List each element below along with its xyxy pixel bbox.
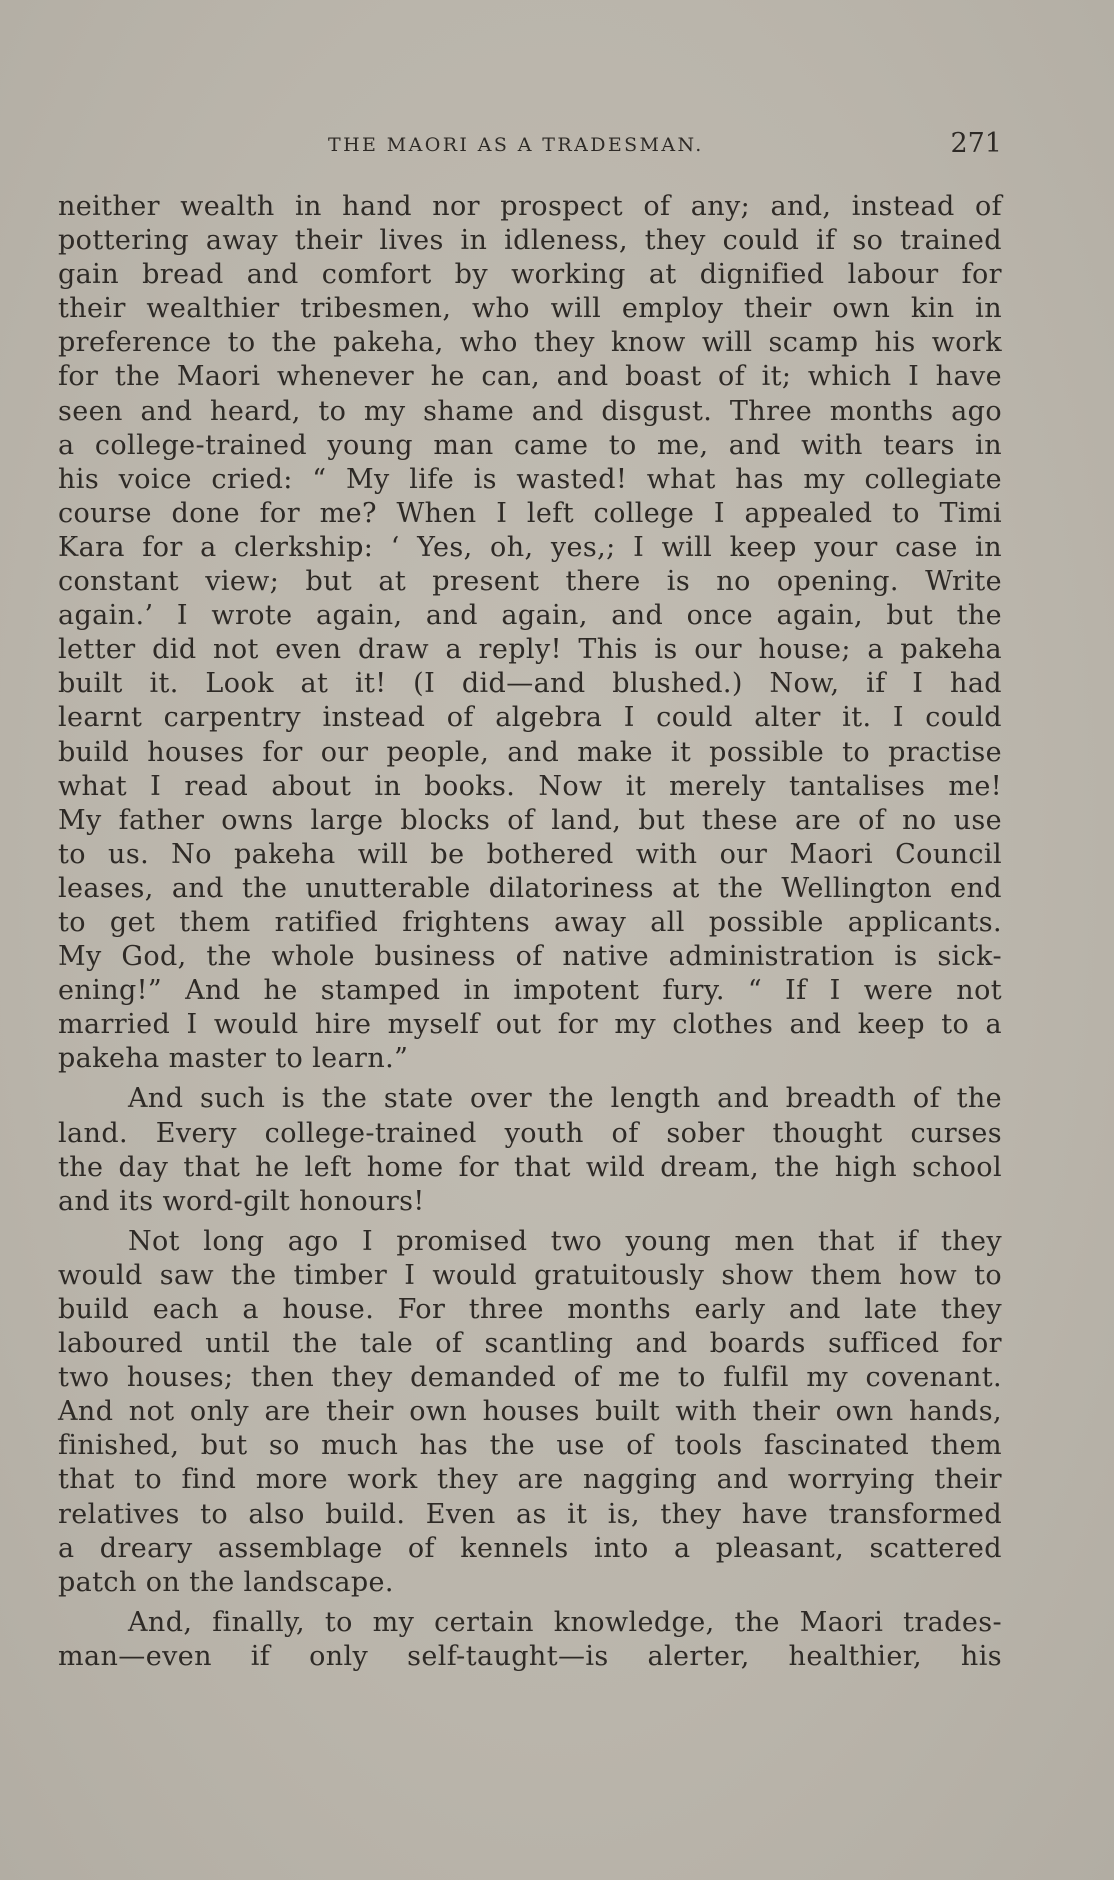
text-line: man—even if only self-taught—is alerter, healthier, his [58,1640,1002,1672]
text-line: build houses for our people, and make it possible to practise [58,736,1002,768]
text-line: And, finally, to my certain knowledge, the Maori trades- [128,1606,1002,1638]
text-line: My God, the whole business of native administration is sick- [58,941,1002,973]
page-header [58,128,1002,168]
text-line: their wealthier tribesmen, who will employ their own kin in [58,293,1002,325]
text-line: And not only are their own houses built with their own hands, [58,1396,1002,1428]
text-line: ening!” And he stamped in impotent fury. “ If I were not [58,975,1002,1007]
paragraph-2 [58,1082,1002,1218]
paragraph-3 [58,1225,1002,1600]
text-line: what I read about in books. Now it merely tantalises me! [58,770,1002,802]
text-line: built it. Look at it! (I did—and blushed.) Now, if I had [58,668,1002,700]
text-line: to get them ratified frightens away all possible applicants. [58,906,1002,938]
text-line: letter did not even draw a reply! This is our house; a pakeha [58,634,1002,666]
text-line: land. Every college-trained youth of sober thought curses [58,1117,1002,1149]
text-line: gain bread and comfort by working at dignified labour for [58,259,1002,291]
text-line: build each a house. For three months early and late they [58,1294,1002,1325]
text-line: two houses; then they demanded of me to fulfil my covenant. [58,1362,1002,1394]
text-line: and its word-gilt honours! [58,1185,425,1217]
text-line: would saw the timber I would gratuitously show them how to [58,1259,1002,1291]
text-line: that to find more work they are nagging and worrying their [58,1464,1002,1496]
text-line: laboured until the tale of scantling and boards sufficed for [58,1328,1002,1360]
text-line: his voice cried: “ My life is wasted! what has my collegiate [58,463,1002,495]
text-line: relatives to also build. Even as it is, they have transformed [58,1498,1002,1530]
text-line: seen and heard, to my shame and disgust. Three months ago [58,395,1002,427]
text-line: And such is the state over the length and breadth of the [128,1083,1002,1115]
text-line: for the Maori whenever he can, and boast of it; which I have [58,361,1002,393]
text-line: course done for me? When I left college I appealed to Timi [58,497,1002,529]
text-line: a college-trained young man came to me, and with tears in [58,429,1002,461]
text-line: leases, and the unutterable dilatoriness at the Wellington end [58,872,1002,904]
page-number: 271 [950,128,1002,159]
text-line: pakeha master to learn.” [58,1043,409,1075]
paragraph-4 [58,1606,1002,1674]
text-line: Not long ago I promised two young men that if they [128,1225,1002,1257]
text-line: finished, but so much has the use of tools fascinated them [58,1430,1002,1462]
text-line: constant view; but at present there is no opening. Write [58,566,1002,598]
text-line: learnt carpentry instead of algebra I could alter it. I could [58,702,1002,734]
text-line: the day that he left home for that wild dream, the high school [58,1151,1002,1183]
paragraph-1 [58,190,1002,1076]
text-line: pottering away their lives in idleness, they could if so trained [58,225,1002,257]
text-line: neither wealth in hand nor prospect of any; and, instead of [58,191,1002,222]
text-line: married I would hire myself out for my clothes and keep to a [58,1009,1002,1041]
body-text [58,190,1002,1674]
text-line: My father owns large blocks of land, but these are of no use [58,804,1002,836]
text-line: patch on the landscape. [58,1566,394,1598]
text-line: to us. No pakeha will be bothered with our Maori Council [58,838,1002,870]
text-line: a dreary assemblage of kennels into a pleasant, scattered [58,1532,1002,1564]
text-line: preference to the pakeha, who they know will scamp his work [58,327,1002,359]
text-line: Kara for a clerkship: ‘ Yes, oh, yes,; I will keep your case in [58,531,1002,563]
text-line: again.’ I wrote again, and again, and once again, but the [58,600,1002,632]
running-title: THE MAORI AS A TRADESMAN. [328,134,704,156]
